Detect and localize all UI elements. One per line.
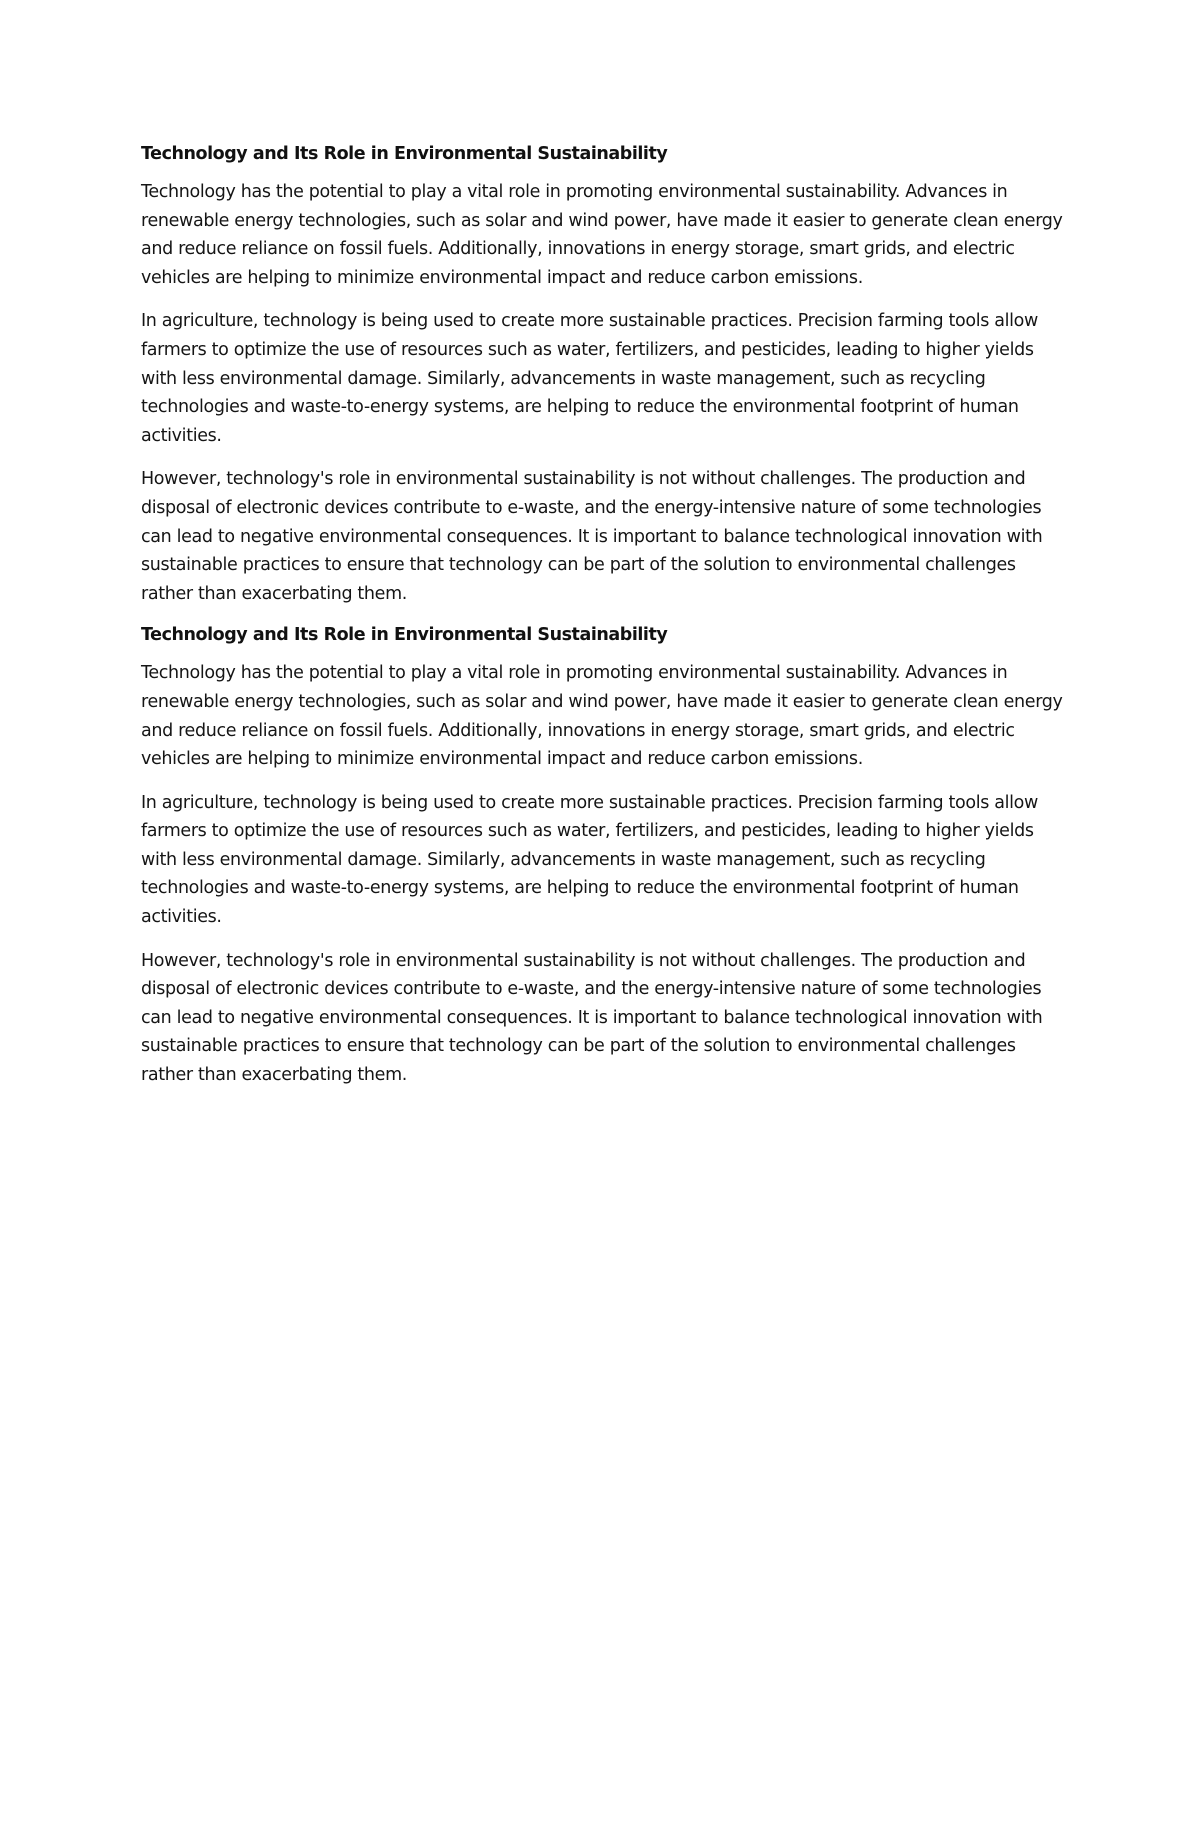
document-section-1: [141, 142, 1063, 608]
section-title: Technology and Its Role in Environmental Sustainability: [141, 625, 668, 646]
paragraph: However, technology's role in environmental sustainability is not without challenges. The production and disposal of electronic devices contribute to e-waste, and the energy-intensive nature of some technologies can lead to negative environmental consequences. It is important to balance technological innovation with sustainable practices to ensure that technology can be part of the solution to environmental challenges rather than exacerbating them.: [141, 469, 1043, 604]
paragraph: In agriculture, technology is being used to create more sustainable practices. Precision farming tools allow farmers to optimize the use of resources such as water, fertilizers, and pesticides, leading to higher yields with less environmental damage. Similarly, advancements in waste management, such as recycling technologies and waste-to-energy systems, are helping to reduce the environmental footprint of human activities.: [141, 311, 1038, 446]
section-title: Technology and Its Role in Environmental Sustainability: [141, 144, 668, 164]
document-section-2: [141, 623, 1063, 1089]
paragraph: Technology has the potential to play a vital role in promoting environmental sustainability. Advances in renewable energy technologies, such as solar and wind power, have made it easier to generate clean energy and reduce reliance on fossil fuels. Additionally, innovations in energy storage, smart grids, and electric vehicles are helping to minimize environmental impact and reduce carbon emissions.: [141, 663, 1063, 770]
paragraph: Technology has the potential to play a vital role in promoting environmental sustainability. Advances in renewable energy technologies, such as solar and wind power, have made it easier to generate clean energy and reduce reliance on fossil fuels. Additionally, innovations in energy storage, smart grids, and electric vehicles are helping to minimize environmental impact and reduce carbon emissions.: [141, 182, 1063, 288]
paragraph: In agriculture, technology is being used to create more sustainable practices. Precision farming tools allow farmers to optimize the use of resources such as water, fertilizers, and pesticides, leading to higher yields with less environmental damage. Similarly, advancements in waste management, such as recycling technologies and waste-to-energy systems, are helping to reduce the environmental footprint of human activities.: [141, 792, 1038, 928]
document-content: [141, 142, 1063, 1105]
paragraph: However, technology's role in environmental sustainability is not without challenges. The production and disposal of electronic devices contribute to e-waste, and the energy-intensive nature of some technologies can lead to negative environmental consequences. It is important to balance technological innovation with sustainable practices to ensure that technology can be part of the solution to environmental challenges rather than exacerbating them.: [141, 950, 1043, 1086]
